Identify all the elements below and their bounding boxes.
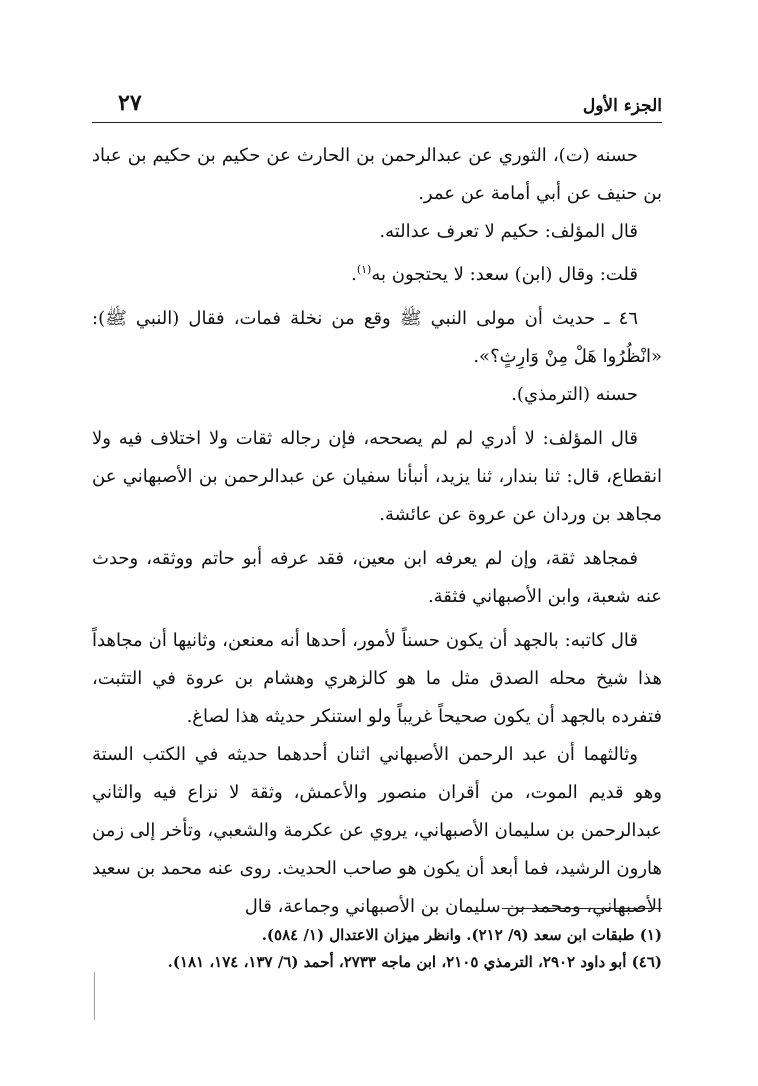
paragraph-9: وثالثهما أن عبد الرحمن الأصبهاني اثنان أحدهما حديثه في الكتب الستة وهو قديم الموت، من أقران منصور والأعمش، وثقة لا نزاع فيه والثاني عبدالرحمن بن سليمان الأصبهاني، يروي عن عكرمة والشعبي، وتأخر إلى زمن هارون الرشيد، فما أبعد أن يكون هو صاحب الحديث. روى عنه محمد بن سعيد الأصبهاني، ومحمد بن سليمان بن الأصبهاني وجماعة، قال <box>92 744 662 917</box>
footnotes <box>92 922 662 976</box>
paragraph-7: فمجاهد ثقة، وإن لم يعرفه ابن معين، فقد عرفه أبو حاتم ووثقه، وحدث عنه شعبة، وابن الأصبهاني فثقة. <box>92 548 662 607</box>
hadith-46: ٤٦ ـ حديث أن مولى النبي ﷺ وقع من نخلة فمات، فقال (النبي ﷺ): «انْظُرُوا هَلْ مِنْ وَارِثٍ؟». <box>92 308 662 367</box>
main-text <box>92 137 662 926</box>
page-header <box>92 88 662 116</box>
page-number: ٢٧ <box>118 90 142 116</box>
paragraph-6: قال المؤلف: لا أدري لم لم يصححه، فإن رجاله ثقات ولا اختلاف فيه ولا انقطاع، قال: ثنا بندار، ثنا يزيد، أنبأنا سفيان عن عبدالرحمن بن الأصبهاني عن مجاهد بن وردان عن عروة عن عائشة. <box>92 428 662 525</box>
paragraph-8: قال كاتبه: بالجهد أن يكون حسناً لأمور، أحدها أنه معنعن، وثانيها أن مجاهداً هذا شيخ محله الصدق مثل ما هو كالزهري وهشام بن عروة في التثبت، فتفرده بالجهد أن يكون صحيحاً غريباً ولو استنكر حديثه هذا لصاغ. <box>92 630 662 727</box>
footnote-ref[interactable]: (١) <box>356 263 372 276</box>
paragraph-3-end: . <box>351 264 357 285</box>
paragraph-3-text: قلت: وقال (ابن) سعد: لا يحتجون به <box>371 264 638 285</box>
running-title: الجزء الأول <box>582 96 662 116</box>
header-rule <box>92 122 662 123</box>
footnote-rule <box>502 908 662 909</box>
paragraph-3 <box>92 251 662 294</box>
footnote-1: (١) طبقات ابن سعد (٩/ ٢١٢). وانظر ميزان الاعتدال (١/ ٥٨٤). <box>261 926 662 944</box>
paragraph-5: حسنه (الترمذي). <box>511 384 638 405</box>
margin-line <box>94 972 95 1020</box>
paragraph-1: حسنه (ت)، الثوري عن عبدالرحمن بن الحارث عن حكيم بن حكيم بن عباد بن حنيف عن أبي أمامة عن عمر. <box>92 145 662 204</box>
footnote-46: (٤٦) أبو داود ٢٩٠٢، الترمذي ٢١٠٥، ابن ماجه ٢٧٣٣، أحمد (٦/ ١٣٧، ١٧٤، ١٨١). <box>167 953 662 971</box>
paragraph-2: قال المؤلف: حكيم لا تعرف عدالته. <box>379 221 638 242</box>
